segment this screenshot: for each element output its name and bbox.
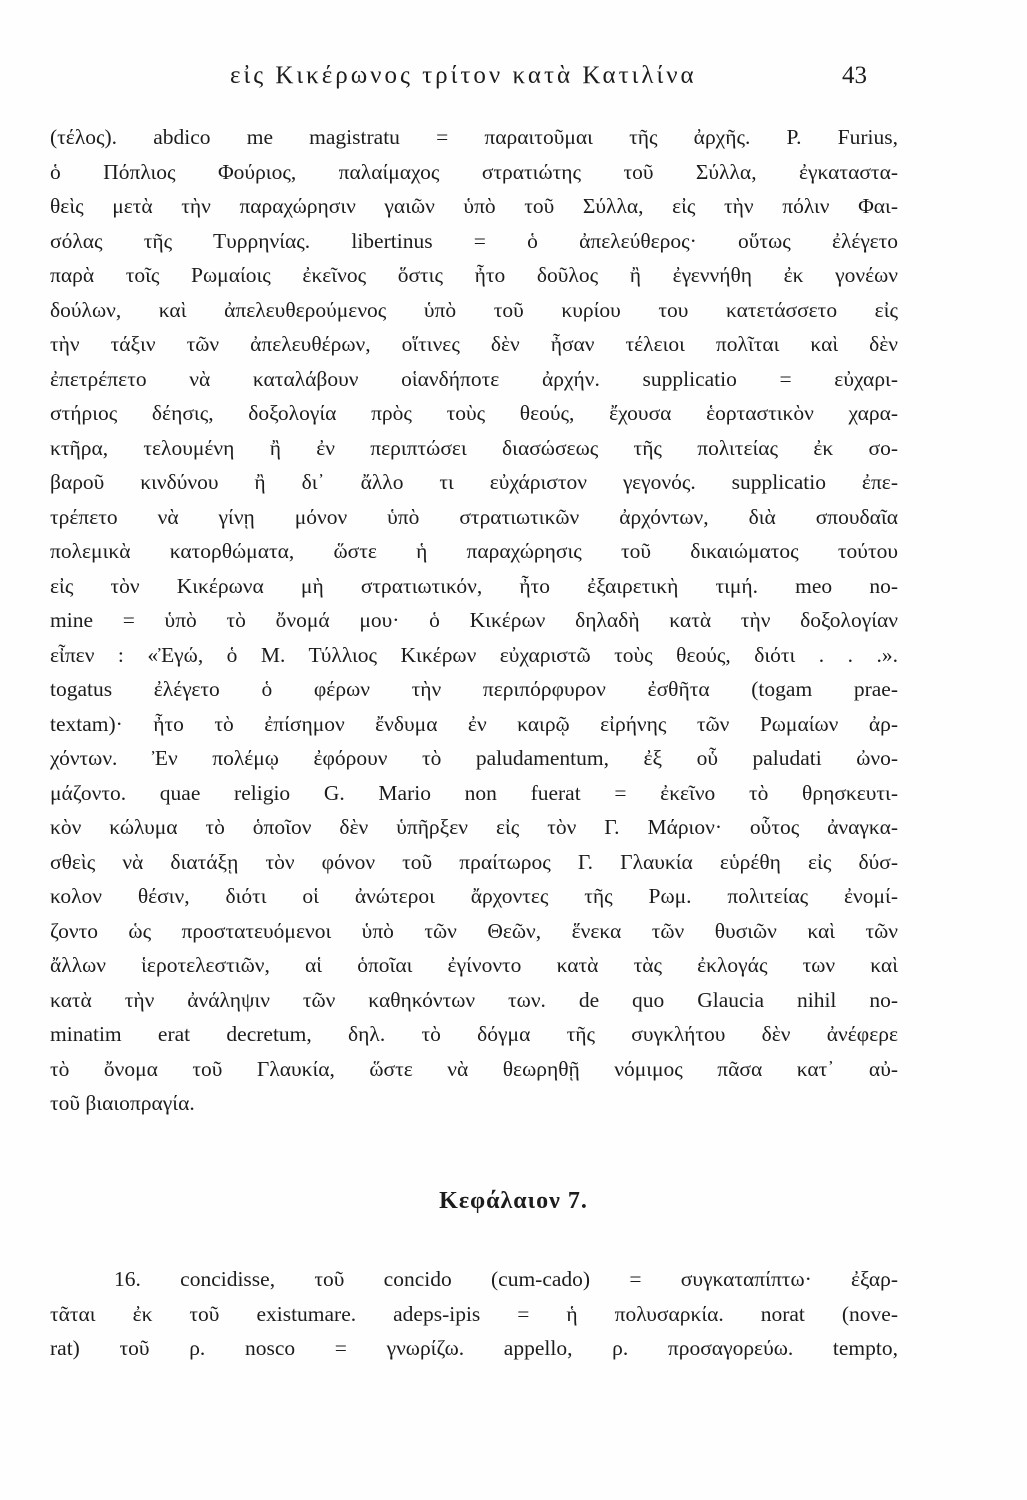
text-line: ζοντο ὡς προστατευόμενοι ὑπὸ τῶν Θεῶν, ἕνεκα τῶν θυσιῶν καὶ τῶν — [50, 918, 898, 943]
text-line: τᾶται ἐκ τοῦ existumare. adeps-ipis = ἡ πολυσαρκία. norat (nove- — [50, 1301, 898, 1326]
text-line: χόντων. Ἐν πολέμῳ ἐφόρουν τὸ paludamentum, ἐξ οὗ paludati ὠνο- — [50, 746, 898, 770]
text-line: μάζοντο. quae religio G. Mario non fuerat = ἐκεῖνο τὸ θρησκευτι- — [50, 780, 898, 805]
text-line: togatus ἐλέγετο ὁ φέρων τὴν περιπόρφυρον ἐσθῆτα (togam prae- — [50, 677, 898, 701]
chapter-heading: Κεφάλαιον 7. — [439, 1188, 588, 1214]
page-number: 43 — [842, 62, 867, 89]
text-line: τὴν τάξιν τῶν ἀπελευθέρων, οἵτινες δὲν ἦσαν τέλειοι πολῖται καὶ δὲν — [50, 332, 898, 356]
text-line: mine = ὑπὸ τὸ ὄνομά μου· ὁ Κικέρων δηλαδὴ κατὰ τὴν δοξολογίαν — [50, 608, 898, 632]
text-line: εἰς τὸν Κικέρωνα μὴ στρατιωτικόν, ἦτο ἐξαιρετικὴ τιμή. meo no- — [50, 573, 898, 598]
running-title: εἰς Κικέρωνος τρίτον κατὰ Κατιλίνα — [230, 62, 697, 89]
text-line: (τέλος). abdico me magistratu = παραιτοῦμαι τῆς ἀρχῆς. P. Furius, — [50, 125, 898, 149]
text-line: θεὶς μετὰ τὴν παραχώρησιν γαιῶν ὑπὸ τοῦ Σύλλα, εἰς τὴν πόλιν Φαι- — [50, 194, 898, 218]
text-line: κτῆρα, τελουμένη ἢ ἐν περιπτώσει διασώσεως τῆς πολιτείας ἐκ σο- — [50, 435, 898, 460]
text-line: rat) τοῦ ρ. nosco = γνωρίζω. appello, ρ. προσαγορεύω. tempto, — [50, 1336, 898, 1360]
text-line: κατὰ τὴν ἀνάληψιν τῶν καθηκόντων των. de quo Glaucia nihil no- — [50, 987, 898, 1012]
section-paragraph — [50, 1262, 898, 1366]
text-line: ἐπετρέπετο νὰ καταλάβουν οἱανδήποτε ἀρχήν. supplicatio = εὐχαρι- — [50, 366, 898, 391]
text-line: στήριος δέησις, δοξολογία πρὸς τοὺς θεούς, ἔχουσα ἑορταστικὸν χαρα- — [50, 401, 898, 425]
text-line: ὁ Πόπλιος Φούριος, παλαίμαχος στρατιώτης τοῦ Σύλλα, ἐγκαταστα- — [50, 159, 898, 184]
text-line: textam)· ἦτο τὸ ἐπίσημον ἔνδυμα ἐν καιρῷ εἰρήνης τῶν Ρωμαίων ἀρ- — [50, 711, 898, 736]
text-line: τρέπετο νὰ γίνῃ μόνον ὑπὸ στρατιωτικῶν ἀρχόντων, διὰ σπουδαῖα — [50, 504, 898, 529]
running-head — [0, 62, 1027, 96]
text-line: παρὰ τοῖς Ρωμαίοις ἐκεῖνος ὅστις ἦτο δοῦλος ἢ ἐγεννήθη ἐκ γονέων — [50, 263, 898, 287]
text-line: βαροῦ κινδύνου ἢ δι᾽ ἄλλο τι εὐχάριστον γεγονός. supplicatio ἐπε- — [50, 470, 898, 494]
text-line: τὸ ὄνομα τοῦ Γλαυκία, ὥστε νὰ θεωρηθῇ νόμιμος πᾶσα κατ᾽ αὐ- — [50, 1056, 898, 1081]
text-line: τοῦ βιαιοπραγία. — [50, 1091, 195, 1115]
text-line: σόλας τῆς Τυρρηνίας. libertinus = ὁ ἀπελεύθερος· οὕτως ἐλέγετο — [50, 228, 898, 253]
text-line: κὸν κώλυμα τὸ ὁποῖον δὲν ὑπῆρξεν εἰς τὸν Γ. Μάριον· οὗτος ἀναγκα- — [50, 815, 898, 839]
text-line: ἄλλων ἱεροτελεστιῶν, αἱ ὁποῖαι ἐγίνοντο κατὰ τὰς ἐκλογάς των καὶ — [50, 953, 898, 977]
text-line: 16. concidisse, τοῦ concido (cum-cado) = συγκαταπίπτω· ἐξαρ- — [114, 1267, 898, 1291]
text-line: εἶπεν : «Ἐγώ, ὁ Μ. Τύλλιος Κικέρων εὐχαριστῶ τοὺς θεούς, διότι . . .». — [50, 642, 898, 667]
text-line: πολεμικὰ κατορθώματα, ὥστε ἡ παραχώρησις τοῦ δικαιώματος τούτου — [50, 539, 898, 563]
text-line: σθεὶς νὰ διατάξῃ τὸν φόνον τοῦ πραίτωρος Γ. Γλαυκία εὑρέθη εἰς δύσ- — [50, 849, 898, 874]
text-line: δούλων, καὶ ἀπελευθερούμενος ὑπὸ τοῦ κυρίου του κατετάσσετο εἰς — [50, 297, 898, 322]
text-line: κολον θέσιν, διότι οἱ ἀνώτεροι ἄρχοντες τῆς Ρωμ. πολιτείας ἐνομί- — [50, 884, 898, 908]
text-line: minatim erat decretum, δηλ. τὸ δόγμα τῆς συγκλήτου δὲν ἀνέφερε — [50, 1022, 898, 1046]
commentary-paragraph — [50, 120, 898, 1121]
